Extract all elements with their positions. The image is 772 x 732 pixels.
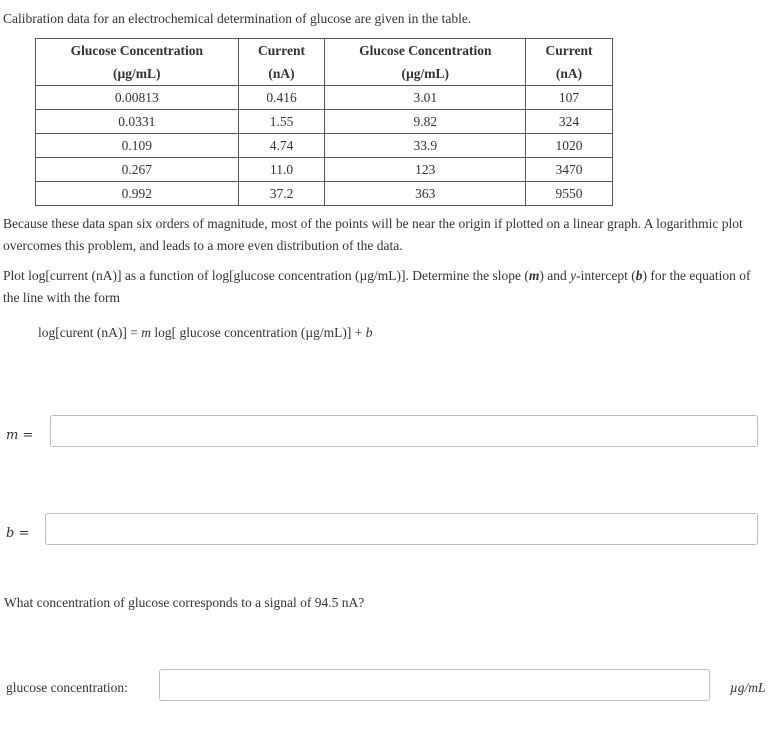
header-glucose-1-unit: (µg/mL)	[36, 62, 239, 86]
table-row	[36, 110, 613, 134]
table-row	[36, 158, 613, 182]
header-current-1-unit: (nA)	[238, 62, 325, 86]
question-text: What concentration of glucose corresponds to a signal of 94.5 nA?	[4, 595, 365, 610]
table-cell: 9550	[526, 182, 613, 206]
explanation-paragraph: Because these data span six orders of magnitude, most of the points will be near the origin if plotted on a linear graph. A logarithmic plot overcomes this problem, and leads to a more even distribution of the data.	[3, 216, 743, 253]
instruction-text: ) and	[539, 268, 571, 283]
instruction-paragraph	[3, 265, 768, 309]
intercept-var: b	[635, 268, 643, 283]
table-cell: 0.267	[36, 158, 239, 182]
y-var: y	[570, 268, 577, 283]
table-cell: 1.55	[238, 110, 325, 134]
table-cell: 33.9	[325, 134, 526, 158]
header-glucose-2: Glucose Concentration	[325, 39, 526, 63]
line-equation	[38, 325, 373, 341]
equation-right: log[ glucose concentration (µg/mL)] +	[150, 325, 366, 340]
table-cell: 9.82	[325, 110, 526, 134]
table-cell: 324	[526, 110, 613, 134]
concentration-input[interactable]	[159, 669, 710, 701]
header-current-2: Current	[526, 39, 613, 63]
table-cell: 107	[526, 86, 613, 110]
header-glucose-1: Glucose Concentration	[36, 39, 239, 63]
table-cell: 0.109	[36, 134, 239, 158]
intercept-label: b =	[6, 526, 30, 541]
equation-left: log[curent (nA)] =	[38, 325, 142, 340]
table-row	[36, 134, 613, 158]
table-header-row	[36, 39, 613, 63]
table-cell: 3470	[526, 158, 613, 182]
table-row	[36, 182, 613, 206]
concentration-label: glucose concentration:	[6, 680, 128, 695]
table-cell: 37.2	[238, 182, 325, 206]
intro-text: Calibration data for an electrochemical determination of glucose are given in the table.	[3, 11, 472, 26]
table-row	[36, 86, 613, 110]
table-cell: 4.74	[238, 134, 325, 158]
table-cell: 123	[325, 158, 526, 182]
instruction-text: ) for the equation of the line with the form	[3, 268, 751, 305]
table-cell: 3.01	[325, 86, 526, 110]
header-current-1: Current	[238, 39, 325, 63]
unit-label: µg/mL	[730, 680, 766, 695]
table-cell: 1020	[526, 134, 613, 158]
slope-var: m	[528, 268, 540, 283]
table-cell: 0.00813	[36, 86, 239, 110]
table-cell: 363	[325, 182, 526, 206]
slope-label: m =	[6, 428, 34, 443]
table-cell: 0.0331	[36, 110, 239, 134]
instruction-text: Plot log[current (nA)] as a function of log[glucose concentration (µg/mL)]. Determine the slope (	[3, 268, 529, 283]
equation-m: m	[141, 325, 151, 340]
intercept-input[interactable]	[45, 513, 758, 545]
table-cell: 11.0	[238, 158, 325, 182]
calibration-table	[35, 38, 613, 206]
equation-b: b	[365, 325, 373, 340]
header-glucose-2-unit: (µg/mL)	[325, 62, 526, 86]
instruction-text: -intercept (	[576, 268, 636, 283]
slope-input[interactable]	[50, 415, 758, 447]
header-current-2-unit: (nA)	[526, 62, 613, 86]
table-cell: 0.416	[238, 86, 325, 110]
table-header-units-row	[36, 62, 613, 86]
table-cell: 0.992	[36, 182, 239, 206]
